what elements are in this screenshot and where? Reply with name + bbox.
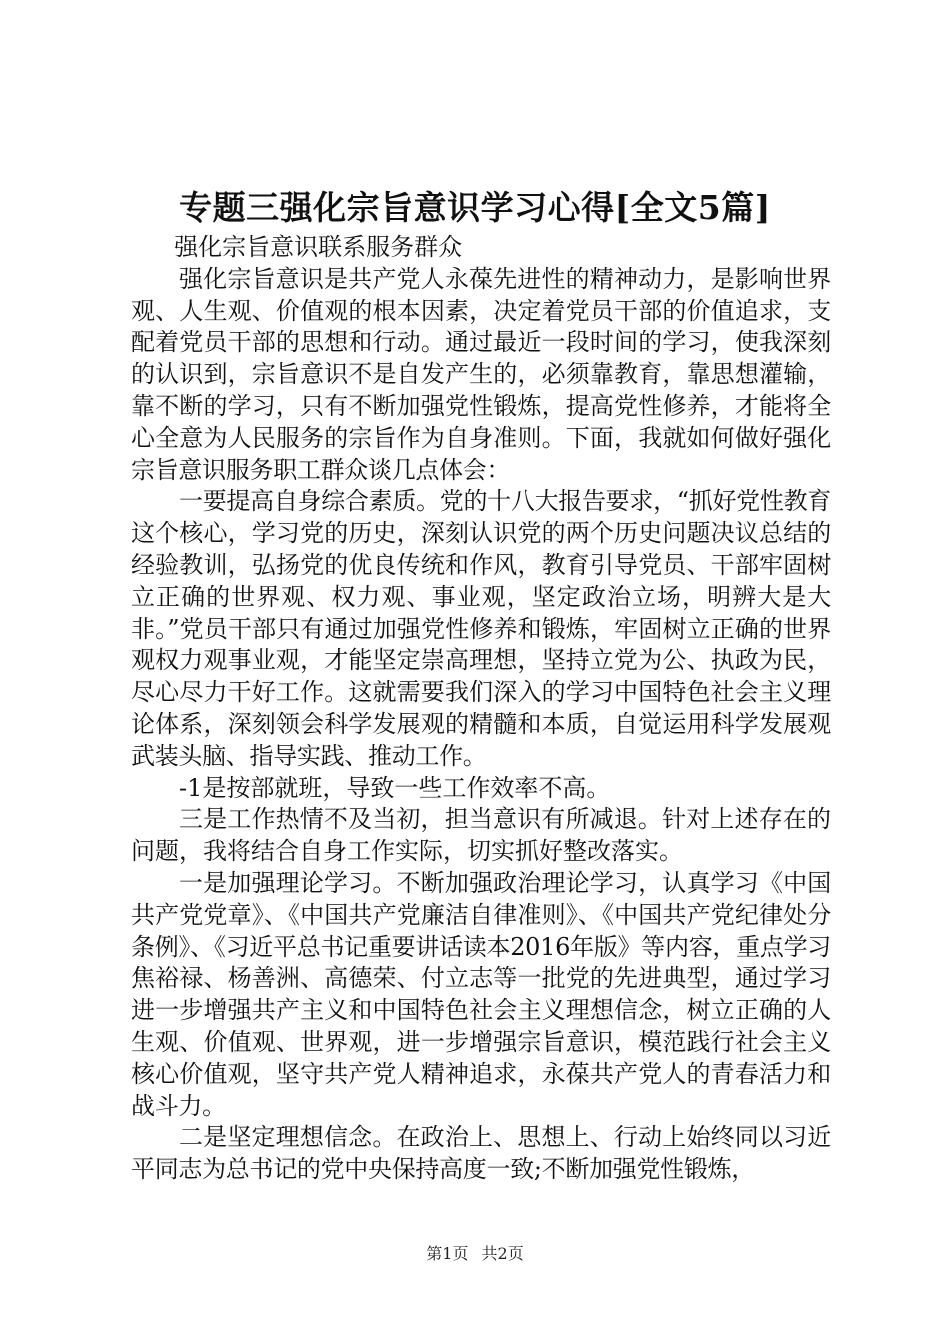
page-number-total: 共2页 [481, 1244, 524, 1263]
document-body [131, 232, 831, 1186]
paragraph-issue-three: 三是工作热情不及当初，担当意识有所减退。针对上述存在的问题，我将结合自身工作实际，切实抓好整改落实。 [131, 805, 831, 866]
document-title: 专题三强化宗旨意识学习心得[全文5篇] [179, 188, 771, 227]
page-footer [0, 1243, 950, 1265]
paragraph-theory-study: 一是加强理论学习。不断加强政治理论学习，认真学习《中国共产党党章》、《中国共产党廉洁自律准则》、《中国共产党纪律处分条例》、《习近平总书记重要讲话读本2016年版》等内容，重点学习焦裕禄、杨善洲、高德荣、付立志等一批党的先进典型，通过学习进一步增强共产主义和中国特色社会主义理想信念，树立正确的人生观、价值观、世界观，进一步增强宗旨意识，模范践行社会主义核心价值观，坚守共产党人精神追求，永葆共产党人的青春活力和战斗力。 [131, 868, 831, 1120]
paragraph-intro: 强化宗旨意识是共产党人永葆先进性的精神动力，是影响世界观、人生观、价值观的根本因素，决定着党员干部的价值追求，支配着党员干部的思想和行动。通过最近一段时间的学习，使我深刻的认识到，宗旨意识不是自发产生的，必须靠教育，靠思想灌输，靠不断的学习，只有不断加强党性锻炼，提高党性修养，才能将全心全意为人民服务的宗旨作为自身准则。下面，我就如何做好强化宗旨意识服务职工群众谈几点体会： [131, 264, 831, 484]
document-subtitle: 强化宗旨意识联系服务群众 [174, 233, 463, 261]
paragraph-point-one: 一要提高自身综合素质。党的十八大报告要求，“抓好党性教育这个核心，学习党的历史，深刻认识党的两个历史问题决议总结的经验教训，弘扬党的优良传统和作风，教育引导党员、干部牢固树立正确的世界观、权力观、事业观，坚定政治立场，明辨大是大非。”党员干部只有通过加强党性修养和锻炼，牢固树立正确的世界观权力观事业观，才能坚定崇高理想，坚持立党为公、执政为民，尽心尽力干好工作。这就需要我们深入的学习中国特色社会主义理论体系，深刻领会科学发展观的精髓和本质，自觉运用科学发展观武装头脑、指导实践、推动工作。 [131, 487, 831, 770]
page-number-current: 第1页 [426, 1244, 469, 1263]
paragraph-issue-line: -1是按部就班，导致一些工作效率不高。 [179, 773, 611, 802]
paragraph-ideals: 二是坚定理想信念。在政治上、思想上、行动上始终同以习近平同志为总书记的党中央保持高度一致;不断加强党性锻炼， [131, 1123, 831, 1184]
